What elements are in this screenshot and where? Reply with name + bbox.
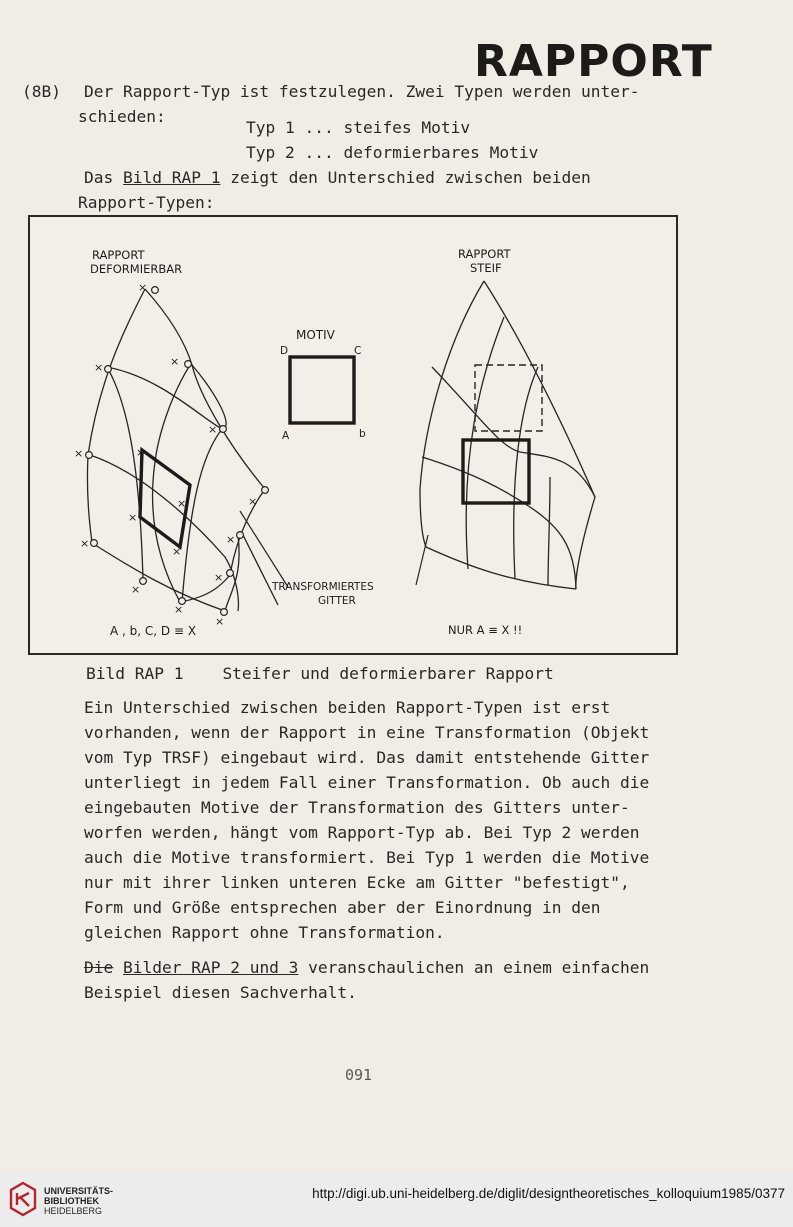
svg-text:×: × — [174, 603, 184, 616]
svg-text:×: × — [94, 361, 104, 374]
body-line: auch die Motive transformiert. Bei Typ 1 werden die Motive — [84, 848, 650, 867]
svg-text:×: × — [138, 281, 148, 294]
section-number: (8B) — [22, 82, 61, 101]
intro-line-3 — [84, 168, 591, 187]
svg-text:×: × — [214, 571, 224, 584]
left-caption: A , b, C, D ≡ X — [110, 624, 197, 638]
figure-caption: Bild RAP 1 Steifer und deformierbarer Rapport — [86, 664, 554, 683]
svg-text:×: × — [136, 446, 146, 459]
motif-corner-a: A — [282, 430, 290, 442]
page-number: 091 — [345, 1066, 373, 1084]
rigid-grid — [420, 281, 595, 589]
figure-rap-1 — [28, 215, 678, 655]
logo-line-1: UNIVERSITÄTS- — [44, 1186, 114, 1196]
rigid-motif-square — [463, 440, 529, 503]
rigid-grid-leader — [416, 535, 428, 585]
intro-line-4: Rapport-Typen: — [78, 193, 215, 212]
body-line: Form und Größe entsprechen aber der Einordnung in den — [84, 898, 601, 917]
body-line: gleichen Rapport ohne Transformation. — [84, 923, 445, 942]
svg-text:×: × — [226, 533, 236, 546]
svg-text:×: × — [128, 511, 138, 524]
figure-drawing — [30, 217, 676, 653]
left-title-line-2: DEFORMIERBAR — [90, 262, 183, 276]
type-1-line: Typ 1 ... steifes Motiv — [246, 118, 471, 137]
struck-word: Die — [84, 958, 114, 977]
body-line: vom Typ TRSF) eingebaut wird. Das damit entstehende Gitter — [84, 748, 650, 767]
figures-reference: Bilder RAP 2 und 3 — [123, 958, 299, 977]
page-heading: RAPPORT — [474, 36, 713, 87]
right-title-line-1: RAPPORT — [458, 247, 511, 261]
motif-square — [290, 357, 354, 423]
svg-text:×: × — [80, 537, 90, 550]
motif-corner-b: b — [359, 428, 366, 440]
left-title-line-1: RAPPORT — [92, 248, 145, 262]
svg-text:×: × — [74, 447, 84, 460]
svg-text:×: × — [170, 355, 180, 368]
body-line: Ein Unterschied zwischen beiden Rapport-Typen ist erst — [84, 698, 611, 717]
figure-reference: Bild RAP 1 — [122, 168, 221, 187]
permalink-url[interactable]: http://digi.ub.uni-heidelberg.de/diglit/designtheoretisches_kolloquium1985/0377 — [312, 1186, 785, 1201]
svg-text:×: × — [215, 615, 225, 628]
footer-bar — [0, 1172, 793, 1227]
logo-line-2: BIBLIOTHEK — [44, 1196, 99, 1206]
body-line: vorhanden, wenn der Rapport in eine Transformation (Objekt — [84, 723, 650, 742]
svg-text:×: × — [177, 497, 187, 510]
closing-line-1 — [84, 958, 649, 977]
logo-line-3: HEIDELBERG — [44, 1206, 103, 1216]
body-line: nur mit ihrer linken unteren Ecke am Gitter "befestigt", — [84, 873, 630, 892]
library-logo-text — [44, 1186, 113, 1216]
library-logo-icon — [8, 1181, 38, 1217]
intro-line-3-pre: Das — [84, 168, 123, 187]
right-caption: NUR A ≡ X !! — [448, 623, 523, 637]
svg-text:×: × — [131, 583, 141, 596]
closing-line-1-rest: veranschaulichen an einem einfachen — [298, 958, 650, 977]
body-line: eingebauten Motive der Transformation des Gitters unter- — [84, 798, 630, 817]
svg-text:×: × — [208, 423, 218, 436]
deformable-grid — [87, 289, 278, 611]
closing-line-2: Beispiel diesen Sachverhalt. — [84, 983, 357, 1002]
intro-line-1: Der Rapport-Typ ist festzulegen. Zwei Typen werden unter- — [84, 82, 640, 101]
grid-label-line-1: TRANSFORMIERTES — [272, 581, 374, 593]
svg-text:×: × — [172, 545, 182, 558]
body-line: unterliegt in jedem Fall einer Transformation. Ob auch die — [84, 773, 650, 792]
body-line: worfen werden, hängt vom Rapport-Typ ab. Bei Typ 2 werden — [84, 823, 640, 842]
right-title-line-2: STEIF — [470, 261, 502, 275]
intro-line-2: schieden: — [78, 107, 166, 126]
svg-text:×: × — [248, 495, 258, 508]
type-2-line: Typ 2 ... deformierbares Motiv — [246, 143, 539, 162]
motif-title: MOTIV — [296, 328, 335, 342]
motif-corner-d: D — [280, 345, 289, 357]
grid-node-markers — [86, 287, 269, 616]
intro-line-3-post: zeigt den Unterschied zwischen beiden — [220, 168, 591, 187]
grid-label-line-2: GITTER — [318, 595, 356, 607]
motif-corner-c: C — [354, 345, 362, 357]
